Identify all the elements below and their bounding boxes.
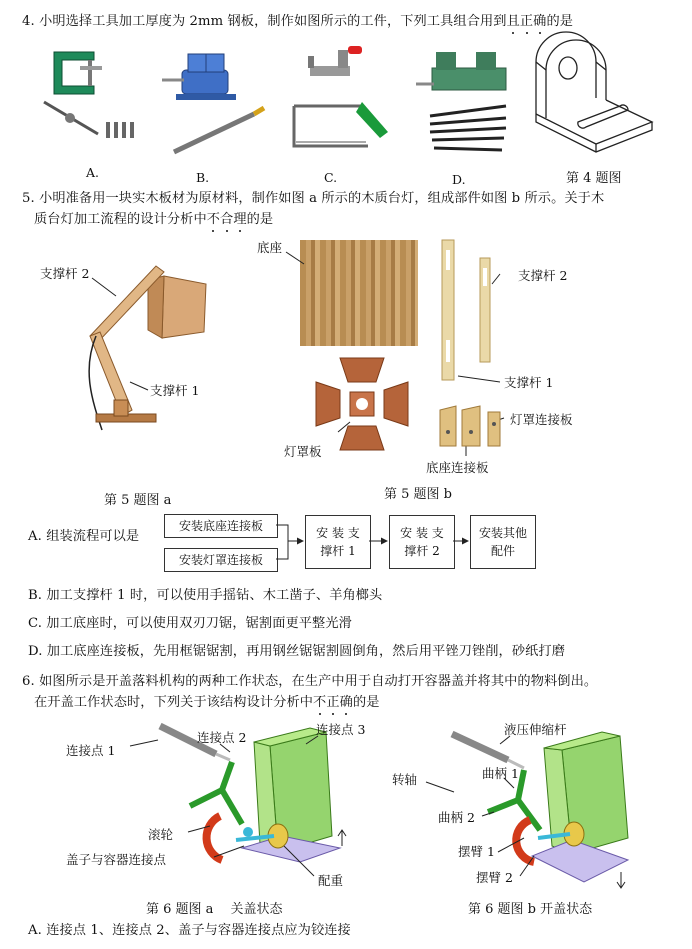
- q5dot-char: 不: [206, 212, 221, 227]
- q6-fig-a-label-p3: 连接点 3: [316, 722, 366, 737]
- q5-fig-b-label-rod1: 支撑杆 1: [504, 375, 554, 390]
- q6-fig-a-caption: 第 6 题图 a 关盖状态: [146, 902, 283, 917]
- q5-fig-b-label-shade-plate: 灯罩连接板: [510, 412, 573, 427]
- flow-box-other-line1: 安装其他: [478, 526, 527, 540]
- flow-box-rod1-line2: 撑杆 1: [320, 544, 356, 558]
- q6-fig-a-label-p1: 连接点 1: [66, 743, 116, 758]
- q5-fig-a-label-rod1: 支撑杆 1: [150, 383, 200, 398]
- q6-stem-line2-prefix: 在开盖工作状态时，下列关于该结构设计分析中: [34, 695, 314, 710]
- q5-option-b: B. 加工支撑杆 1 时，可以使用手摇钻、木工凿子、羊角榔头: [28, 588, 383, 603]
- q4dot-char: 正: [519, 14, 534, 29]
- q6-stem-line1: 6. 如图所示是开盖落料机构的两种工作状态，在生产中用于自动打开容器盖并将其中的物料倒出。: [22, 674, 598, 689]
- q4-option-a: A.: [86, 165, 100, 180]
- q5-fig-b-label-rod2: 支撑杆 2: [518, 268, 568, 283]
- flow-box-other-line2: 配件: [490, 544, 515, 558]
- q4-stem-suffix: 的是: [546, 14, 574, 29]
- q6dot-char: 确: [339, 695, 353, 710]
- q4-stem-prefix: 4. 小明选择工具加工厚度为 2mm 钢板，制作如图所示的工件，下列工具组合用到: [22, 14, 507, 29]
- q6-fig-b-label-crank2: 曲柄 2: [438, 810, 475, 825]
- q5-fig-b-label-shade: 灯罩板: [284, 444, 322, 459]
- q4dot-char: 确: [533, 14, 547, 29]
- q6-fig-b-label-arm1: 摆臂 1: [458, 844, 495, 859]
- q4-figure-caption: 第 4 题图: [566, 171, 622, 186]
- q5-option-a-label: A. 组装流程可以是: [28, 529, 140, 544]
- q6-option-a: A. 连接点 1、连接点 2、盖子与容器连接点应为铰连接: [28, 923, 351, 938]
- q6-fig-b-caption: 第 6 题图 b 开盖状态: [468, 902, 593, 917]
- q6-fig-a-label-p2: 连接点 2: [197, 730, 247, 745]
- q6-stem-line2-suffix: 的是: [352, 695, 380, 710]
- q5-option-d: D. 加工底座连接板，先用框锯锯割，再用钢丝锯锯割圆倒角，然后用平锉刀锉削，砂纸打磨: [28, 644, 565, 659]
- q4-option-c: C.: [324, 170, 338, 185]
- q5-fig-b-label-base: 底座: [257, 240, 283, 255]
- q6-fig-a-label-weight: 配重: [318, 873, 344, 888]
- q6-fig-b-label-hydraulic: 液压伸缩杆: [504, 722, 567, 737]
- q4-option-b: B.: [196, 170, 210, 185]
- q4-option-d: D.: [452, 172, 466, 187]
- q5dot-char: 合: [220, 212, 234, 227]
- q6-fig-b-label-shaft: 转轴: [392, 772, 418, 787]
- q5-fig-b-label-base-plate: 底座连接板: [426, 460, 489, 475]
- flow-box-rod2-line1: 安 装 支: [400, 526, 444, 540]
- q5-fig-b-caption: 第 5 题图 b: [384, 487, 452, 502]
- flow-box-install-base-plate: 安装底座连接板: [164, 514, 278, 538]
- q5-stem-line2-prefix: 质台灯加工流程的设计分析中: [34, 212, 207, 227]
- q5-stem-line2-suffix: 的是: [246, 212, 274, 227]
- q5-fig-a-caption: 第 5 题图 a: [104, 493, 172, 508]
- q5dot-char: 理: [233, 212, 247, 227]
- flow-box-rod2-line2: 撑杆 2: [404, 544, 440, 558]
- q4dot-char: 且: [506, 14, 520, 29]
- q6-fig-a-label-lid-joint: 盖子与容器连接点: [66, 852, 167, 867]
- q5-stem-line1: 5. 小明准备用一块实木板材为原材料，制作如图 a 所示的木质台灯，组成部件如图 b 所示。关于木: [22, 191, 605, 206]
- q5-fig-a-label-rod2: 支撑杆 2: [40, 266, 90, 281]
- q6dot-char: 正: [326, 695, 340, 710]
- q6-fig-b-label-crank1: 曲柄 1: [482, 766, 519, 781]
- q5-option-c: C. 加工底座时，可以使用双刃刀锯，锯割面更平整光滑: [28, 616, 352, 631]
- flow-box-rod1-line1: 安 装 支: [316, 526, 360, 540]
- q6dot-char: 不: [313, 695, 327, 710]
- flow-box-install-shade-plate: 安装灯罩连接板: [164, 548, 278, 572]
- q6-fig-a-label-roller: 滚轮: [148, 827, 174, 842]
- q6-fig-b-label-arm2: 摆臂 2: [476, 870, 513, 885]
